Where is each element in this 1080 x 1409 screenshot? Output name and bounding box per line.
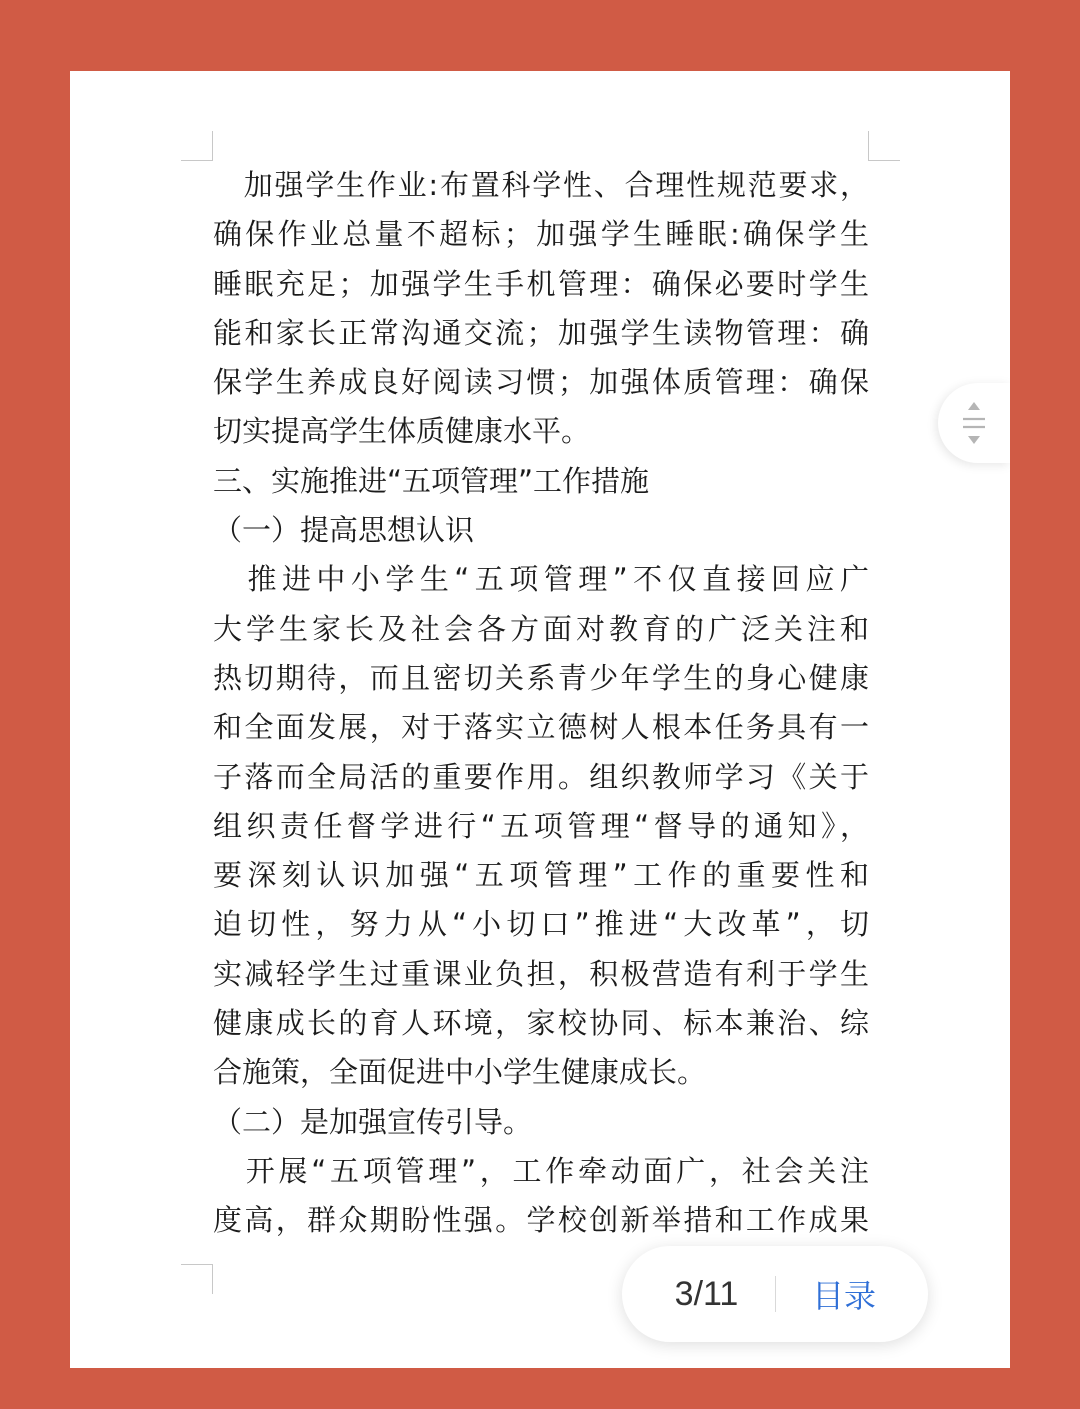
- scroll-handle-icon: [959, 399, 989, 447]
- subsection-heading: （一）提高思想认识: [213, 513, 475, 548]
- text-line: 子落而全局活的重要作用。组织教师学习《关于: [213, 759, 869, 794]
- section-heading: 三、实施推进“五项管理”工作措施: [213, 463, 650, 498]
- scroll-handle[interactable]: [938, 383, 1010, 463]
- text-line: 切实提高学生体质健康水平。: [213, 414, 591, 449]
- toc-button[interactable]: 目录: [811, 1277, 876, 1315]
- text-line: 大学生家长及社会各方面对教育的广泛关注和: [213, 611, 869, 646]
- text-line: 要深刻认识加强“五项管理”工作的重要性和: [213, 858, 869, 893]
- crop-mark-top-right: [868, 131, 900, 161]
- text-line: 能和家长正常沟通交流；加强学生读物管理：确: [213, 315, 869, 350]
- text-line: 保学生养成良好阅读习惯；加强体质管理：确保: [213, 365, 869, 400]
- text-line: 睡眠充足；加强学生手机管理：确保必要时学生: [213, 266, 869, 301]
- text-line: 健康成长的育人环境，家校协同、标本兼治、综: [213, 1006, 869, 1041]
- page-indicator: 3/11: [674, 1274, 739, 1313]
- text-line: 热切期待，而且密切关系青少年学生的身心健康: [213, 660, 869, 695]
- text-line: 推进中小学生“五项管理”不仅直接回应广: [213, 562, 869, 597]
- text-line: 合施策，全面促进中小学生健康成长。: [213, 1055, 707, 1090]
- document-body: [213, 161, 869, 1246]
- text-line: 开展“五项管理”，工作牵动面广，社会关注: [213, 1153, 869, 1188]
- crop-mark-top-left: [181, 131, 213, 161]
- text-line: 实减轻学生过重课业负担，积极营造有利于学生: [213, 956, 869, 991]
- text-line: 组织责任督学进行“五项管理“督导的通知》，: [213, 808, 869, 843]
- text-line: 度高，群众期盼性强。学校创新举措和工作成果: [213, 1203, 869, 1238]
- text-line: 迫切性，努力从“小切口”推进“大改革”，切: [213, 907, 869, 942]
- document-page: [70, 71, 1010, 1368]
- crop-mark-bottom-left: [181, 1264, 213, 1294]
- text-line: 确保作业总量不超标；加强学生睡眠:确保学生: [213, 217, 869, 252]
- text-line: 和全面发展，对于落实立德树人根本任务具有一: [213, 710, 869, 745]
- page-navigator: [622, 1246, 928, 1342]
- subsection-heading: （二）是加强宣传引导。: [213, 1104, 533, 1139]
- text-line: 加强学生作业:布置科学性、合理性规范要求，: [213, 168, 869, 202]
